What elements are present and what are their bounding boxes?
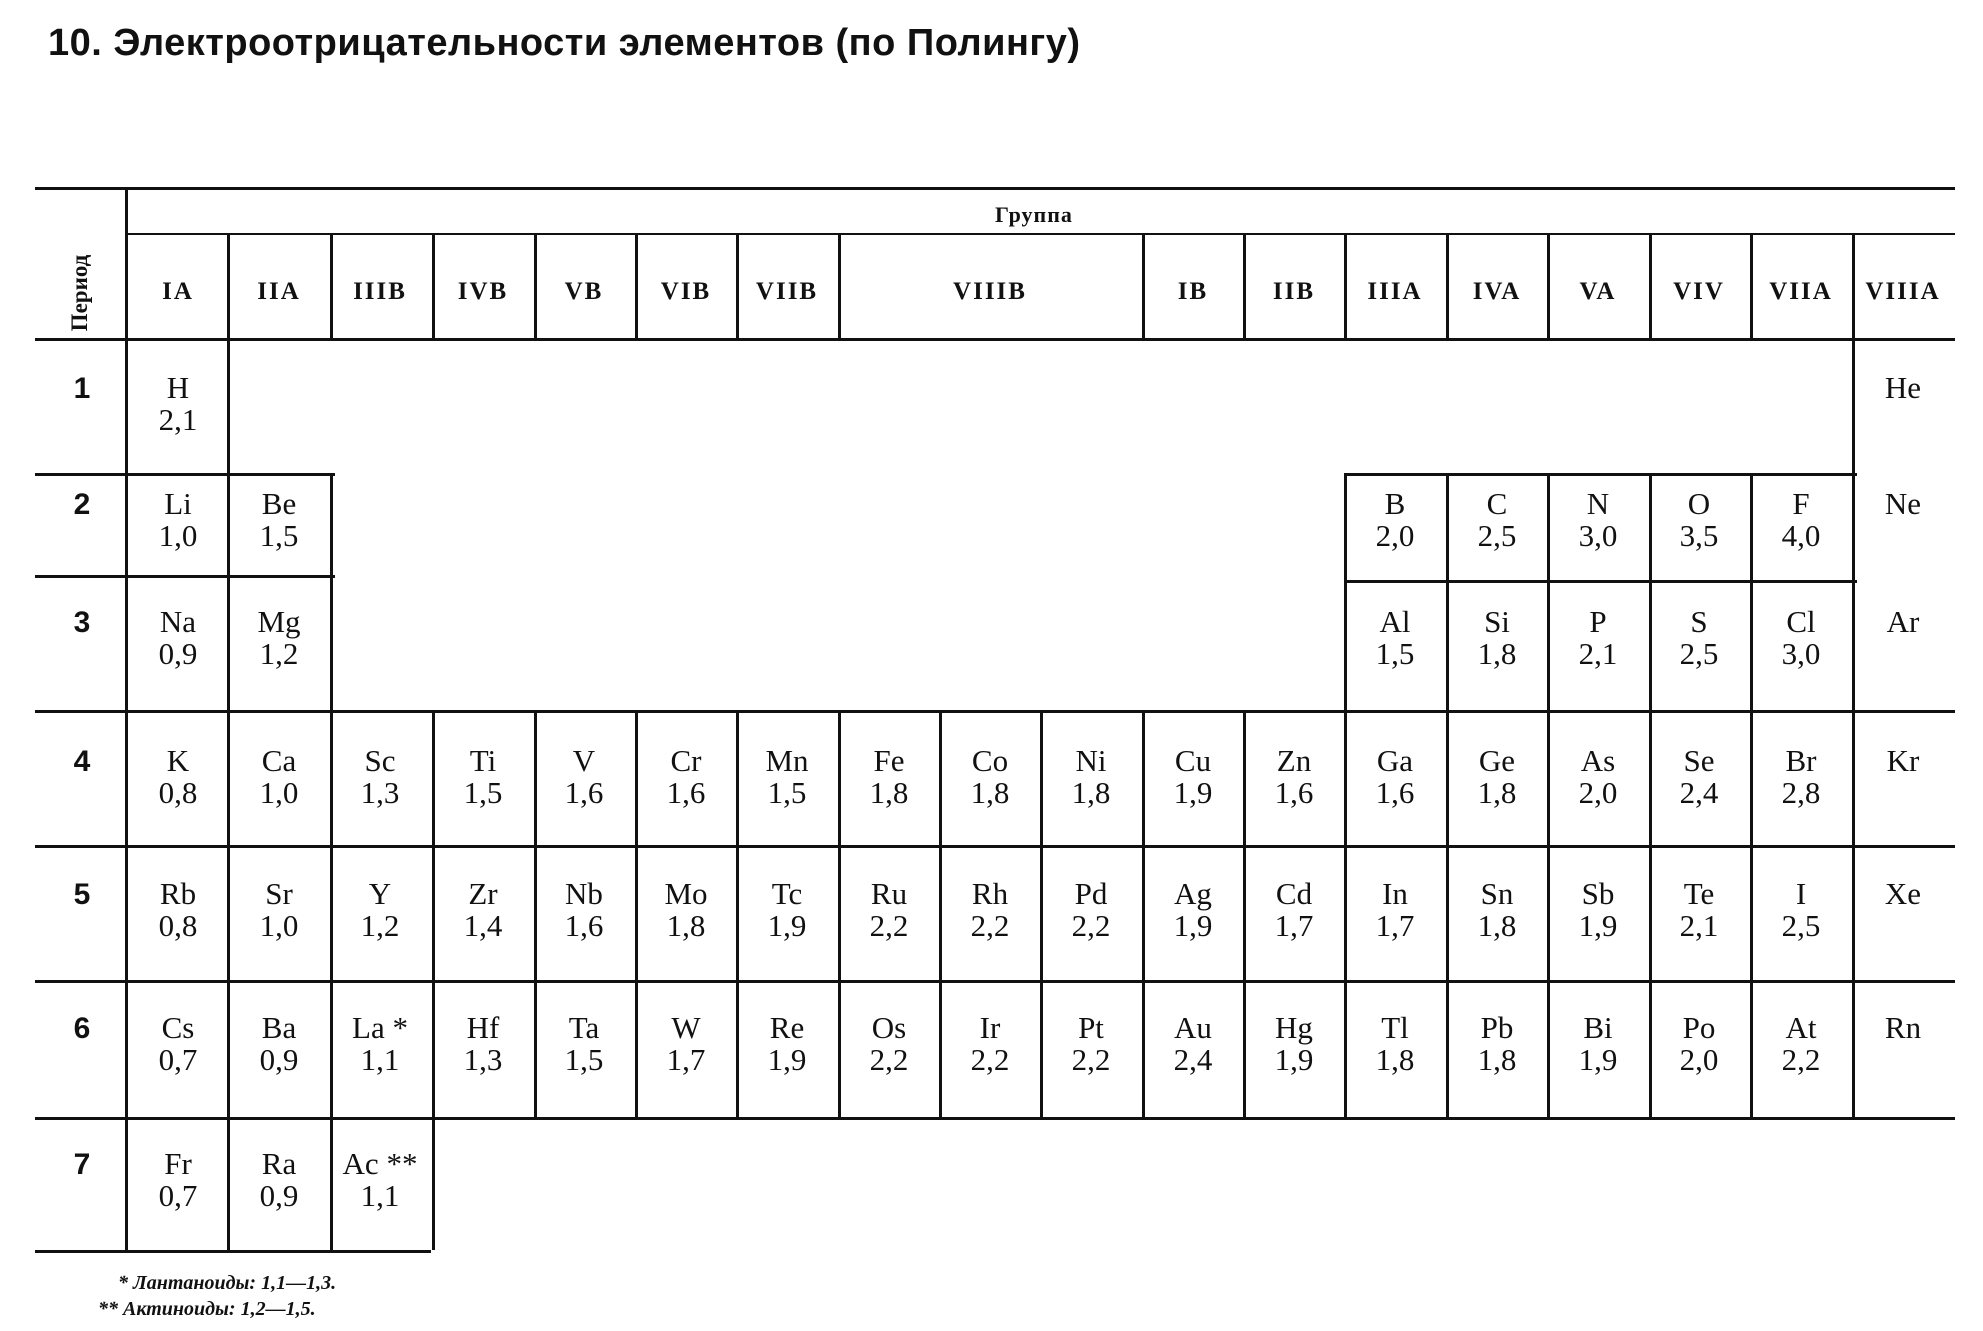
element-cell-si <box>1447 606 1547 670</box>
electronegativity-value: 1,4 <box>463 908 503 943</box>
element-symbol: Cs <box>161 1010 195 1045</box>
element-symbol: Cd <box>1275 876 1313 911</box>
element-symbol: Ne <box>1884 486 1922 521</box>
electronegativity-value: 2,4 <box>1173 1042 1213 1077</box>
electronegativity-value: 2,8 <box>1781 775 1821 810</box>
element-cell-ba <box>229 1012 329 1076</box>
element-cell-hf <box>433 1012 533 1076</box>
row2-bottom-left <box>35 575 335 578</box>
electronegativity-value: 2,5 <box>1477 518 1517 553</box>
row1-bottom-left <box>35 473 335 476</box>
electronegativity-value: 2,2 <box>970 908 1010 943</box>
element-symbol: Tc <box>771 876 803 911</box>
element-cell-ar <box>1853 606 1953 638</box>
element-cell-ru <box>839 878 939 942</box>
group-header-viiia: VIIIA <box>1865 278 1941 305</box>
element-symbol: Sr <box>265 876 293 911</box>
element-cell-na <box>128 606 228 670</box>
electronegativity-value: 1,0 <box>259 775 299 810</box>
electronegativity-value: 1,5 <box>767 775 807 810</box>
element-symbol: Ni <box>1075 743 1107 778</box>
element-symbol: Au <box>1174 1010 1212 1045</box>
element-cell-au <box>1143 1012 1243 1076</box>
element-cell-ti <box>433 745 533 809</box>
element-symbol: P <box>1589 604 1607 639</box>
electronegativity-value: 3,5 <box>1679 518 1719 553</box>
electronegativity-value: 1,7 <box>1375 908 1415 943</box>
electronegativity-value: 3,0 <box>1781 636 1821 671</box>
electronegativity-value: 1,6 <box>666 775 706 810</box>
element-symbol: Ir <box>979 1010 1001 1045</box>
element-symbol: Ba <box>261 1010 297 1045</box>
group-header-iva: IVA <box>1472 278 1522 305</box>
electronegativity-value: 1,5 <box>463 775 503 810</box>
electronegativity-value: 1,7 <box>1274 908 1314 943</box>
element-cell-y <box>330 878 430 942</box>
electronegativity-value: 1,2 <box>259 636 299 671</box>
element-symbol: Al <box>1379 604 1411 639</box>
electronegativity-value: 0,8 <box>158 775 198 810</box>
electronegativity-value: 1,1 <box>360 1042 400 1077</box>
element-symbol: Fe <box>873 743 905 778</box>
period-number-3: 3 <box>73 606 91 639</box>
element-symbol: Rn <box>1884 1010 1922 1045</box>
electronegativity-value: 0,9 <box>158 636 198 671</box>
table-top-line <box>35 187 1955 190</box>
row1-bottom-right <box>1345 473 1857 476</box>
electronegativity-value: 3,0 <box>1578 518 1618 553</box>
electronegativity-value: 1,9 <box>1173 908 1213 943</box>
element-cell-os <box>839 1012 939 1076</box>
row2-bottom-right <box>1345 580 1857 583</box>
element-cell-la <box>330 1012 430 1076</box>
electronegativity-value: 1,3 <box>360 775 400 810</box>
element-cell-ir <box>940 1012 1040 1076</box>
element-symbol: Li <box>164 486 192 521</box>
electronegativity-value: 1,3 <box>463 1042 503 1077</box>
element-symbol: B <box>1384 486 1406 521</box>
electronegativity-value: 2,2 <box>869 908 909 943</box>
element-cell-nb <box>534 878 634 942</box>
element-cell-kr <box>1853 745 1953 777</box>
electronegativity-value: 2,2 <box>970 1042 1010 1077</box>
electronegativity-value: 1,9 <box>1173 775 1213 810</box>
electronegativity-value: 2,2 <box>1071 908 1111 943</box>
row3-bottom-line <box>35 710 1955 713</box>
electronegativity-value: 2,0 <box>1578 775 1618 810</box>
group-header-iiib: IIIB <box>353 278 407 305</box>
element-cell-fe <box>839 745 939 809</box>
element-cell-v <box>534 745 634 809</box>
period-number-7: 7 <box>73 1148 91 1181</box>
element-symbol: Mn <box>765 743 809 778</box>
element-symbol: Ag <box>1174 876 1212 911</box>
element-symbol: In <box>1382 876 1408 911</box>
element-symbol: Hf <box>466 1010 500 1045</box>
element-symbol: V <box>572 743 596 778</box>
element-cell-zn <box>1244 745 1344 809</box>
period-number-5: 5 <box>73 878 91 911</box>
group-header-iib: IIB <box>1272 278 1316 305</box>
element-cell-sb <box>1548 878 1648 942</box>
element-symbol: Pt <box>1078 1010 1104 1045</box>
header-bottom-line <box>35 338 1955 341</box>
electronegativity-value: 1,6 <box>564 775 604 810</box>
element-symbol: K <box>166 743 190 778</box>
element-cell-te <box>1649 878 1749 942</box>
element-cell-at <box>1751 1012 1851 1076</box>
element-symbol: Ga <box>1376 743 1414 778</box>
element-cell-be <box>229 488 329 552</box>
element-symbol: S <box>1690 604 1708 639</box>
element-symbol: Zr <box>468 876 498 911</box>
element-symbol: Os <box>871 1010 907 1045</box>
element-symbol: Be <box>261 486 297 521</box>
element-cell-k <box>128 745 228 809</box>
period-number-1: 1 <box>73 372 91 405</box>
element-symbol: Ar <box>1886 604 1920 639</box>
period-number-4: 4 <box>73 745 91 778</box>
element-symbol: Co <box>971 743 1009 778</box>
electronegativity-value: 1,6 <box>1274 775 1314 810</box>
electronegativity-value: 1,9 <box>1578 1042 1618 1077</box>
element-symbol: F <box>1792 486 1810 521</box>
element-symbol: Kr <box>1886 743 1920 778</box>
element-symbol: Cl <box>1786 604 1816 639</box>
element-symbol: Tl <box>1381 1010 1409 1045</box>
electronegativity-value: 1,9 <box>767 1042 807 1077</box>
element-symbol: Re <box>769 1010 805 1045</box>
element-symbol: Po <box>1682 1010 1716 1045</box>
electronegativity-value: 1,8 <box>1477 908 1517 943</box>
element-symbol: Rb <box>159 876 197 911</box>
electronegativity-value: 2,5 <box>1679 636 1719 671</box>
element-cell-ta <box>534 1012 634 1076</box>
group-header-vib: VIB <box>660 278 712 305</box>
electronegativity-value: 2,0 <box>1375 518 1415 553</box>
element-symbol: Ca <box>261 743 297 778</box>
period-number-6: 6 <box>73 1012 91 1045</box>
electronegativity-value: 0,9 <box>259 1178 299 1213</box>
period-number-2: 2 <box>73 488 91 521</box>
electronegativity-value: 1,0 <box>158 518 198 553</box>
electronegativity-value: 1,8 <box>1071 775 1111 810</box>
electronegativity-value: 2,5 <box>1781 908 1821 943</box>
element-symbol: Se <box>1683 743 1715 778</box>
element-cell-ra <box>229 1148 329 1212</box>
element-symbol: Si <box>1484 604 1510 639</box>
group-header-viia: VIIA <box>1769 278 1833 305</box>
electronegativity-value: 2,2 <box>1071 1042 1111 1077</box>
element-cell-po <box>1649 1012 1749 1076</box>
element-symbol: Hg <box>1275 1010 1313 1045</box>
element-cell-zr <box>433 878 533 942</box>
electronegativity-value: 0,9 <box>259 1042 299 1077</box>
electronegativity-value: 2,2 <box>1781 1042 1821 1077</box>
element-cell-n <box>1548 488 1648 552</box>
element-cell-ge <box>1447 745 1547 809</box>
element-cell-cl <box>1751 606 1851 670</box>
group-header-iia: IIA <box>257 278 301 305</box>
period-label: Период <box>67 254 92 332</box>
electronegativity-value: 1,5 <box>1375 636 1415 671</box>
element-symbol: Nb <box>565 876 603 911</box>
group-header-iiia: IIIA <box>1367 278 1423 305</box>
element-cell-s <box>1649 606 1749 670</box>
element-cell-w <box>636 1012 736 1076</box>
element-cell-fr <box>128 1148 228 1212</box>
element-symbol: Mo <box>664 876 708 911</box>
element-symbol: He <box>1884 370 1922 405</box>
electronegativity-value: 1,9 <box>767 908 807 943</box>
group-header-vb: VB <box>564 278 604 305</box>
electronegativity-value: 4,0 <box>1781 518 1821 553</box>
element-symbol: Zn <box>1276 743 1312 778</box>
element-symbol: Sc <box>364 743 396 778</box>
element-symbol: Br <box>1785 743 1817 778</box>
element-cell-mn <box>737 745 837 809</box>
group-header-va: VA <box>1579 278 1617 305</box>
element-cell-sn <box>1447 878 1547 942</box>
electronegativity-value: 1,5 <box>259 518 299 553</box>
element-symbol: Fr <box>164 1146 192 1181</box>
electronegativity-value: 1,9 <box>1274 1042 1314 1077</box>
element-cell-he <box>1853 372 1953 404</box>
element-cell-pt <box>1041 1012 1141 1076</box>
element-symbol: La * <box>352 1010 408 1045</box>
element-cell-h <box>128 372 228 436</box>
footnote-lanthanoids: * Лантаноиды: 1,1—1,3. <box>118 1272 337 1294</box>
element-cell-tl <box>1345 1012 1445 1076</box>
element-symbol: H <box>166 370 190 405</box>
electronegativity-value: 1,8 <box>1477 636 1517 671</box>
element-cell-re <box>737 1012 837 1076</box>
element-cell-br <box>1751 745 1851 809</box>
element-cell-as <box>1548 745 1648 809</box>
element-symbol: Na <box>159 604 197 639</box>
electronegativity-value: 1,8 <box>666 908 706 943</box>
electronegativity-value: 1,0 <box>259 908 299 943</box>
electronegativity-value: 0,7 <box>158 1042 198 1077</box>
element-symbol: Rh <box>971 876 1009 911</box>
element-symbol: Pd <box>1074 876 1108 911</box>
period-column-line <box>125 187 128 1250</box>
element-cell-cd <box>1244 878 1344 942</box>
element-cell-p <box>1548 606 1648 670</box>
element-cell-rb <box>128 878 228 942</box>
element-cell-se <box>1649 745 1749 809</box>
element-symbol: O <box>1687 486 1711 521</box>
element-cell-cs <box>128 1012 228 1076</box>
electronegativity-value: 1,8 <box>970 775 1010 810</box>
electronegativity-value: 1,8 <box>1375 1042 1415 1077</box>
element-cell-xe <box>1853 878 1953 910</box>
element-cell-c <box>1447 488 1547 552</box>
electronegativity-value: 2,2 <box>869 1042 909 1077</box>
element-symbol: Bi <box>1583 1010 1613 1045</box>
electronegativity-value: 1,8 <box>1477 775 1517 810</box>
element-symbol: Ac ** <box>342 1146 418 1181</box>
element-cell-ac <box>330 1148 430 1212</box>
element-cell-ag <box>1143 878 1243 942</box>
element-symbol: Sb <box>1581 876 1615 911</box>
electronegativity-value: 2,4 <box>1679 775 1719 810</box>
element-symbol: Cu <box>1174 743 1212 778</box>
group-header-viib: VIIB <box>755 278 819 305</box>
electronegativity-value: 0,7 <box>158 1178 198 1213</box>
electronegativity-value: 1,6 <box>564 908 604 943</box>
electronegativity-value: 2,1 <box>1578 636 1618 671</box>
element-symbol: Xe <box>1884 876 1922 911</box>
group-header-viiib: VIIIB <box>953 278 1027 305</box>
electronegativity-value: 1,2 <box>360 908 400 943</box>
element-symbol: Ra <box>261 1146 297 1181</box>
element-cell-pd <box>1041 878 1141 942</box>
element-cell-i <box>1751 878 1851 942</box>
element-symbol: Y <box>368 876 392 911</box>
element-symbol: W <box>671 1010 701 1045</box>
element-symbol: C <box>1486 486 1508 521</box>
element-symbol: As <box>1580 743 1616 778</box>
electronegativity-value: 1,8 <box>1477 1042 1517 1077</box>
element-cell-mg <box>229 606 329 670</box>
element-symbol: Pb <box>1480 1010 1514 1045</box>
electronegativity-value: 2,1 <box>1679 908 1719 943</box>
element-symbol: Cr <box>670 743 702 778</box>
element-cell-ne <box>1853 488 1953 520</box>
element-cell-b <box>1345 488 1445 552</box>
element-cell-ni <box>1041 745 1141 809</box>
element-cell-bi <box>1548 1012 1648 1076</box>
element-symbol: I <box>1795 876 1807 911</box>
page-title: 10. Электроотрицательности элементов (по Полингу) <box>48 22 1081 64</box>
element-cell-sr <box>229 878 329 942</box>
element-cell-hg <box>1244 1012 1344 1076</box>
element-cell-sc <box>330 745 430 809</box>
electronegativity-value: 1,9 <box>1578 908 1618 943</box>
element-symbol: Te <box>1683 876 1715 911</box>
row6-bottom-line <box>35 1117 1955 1120</box>
element-cell-cu <box>1143 745 1243 809</box>
element-cell-rn <box>1853 1012 1953 1044</box>
iia-right-rows <box>330 473 333 1250</box>
electronegativity-value: 1,7 <box>666 1042 706 1077</box>
element-symbol: N <box>1586 486 1610 521</box>
element-cell-f <box>1751 488 1851 552</box>
group-header-viv: VIV <box>1673 278 1725 305</box>
electronegativity-value: 0,8 <box>158 908 198 943</box>
electronegativity-value: 1,1 <box>360 1178 400 1213</box>
row4-bottom-line <box>35 845 1955 848</box>
electronegativity-value: 1,6 <box>1375 775 1415 810</box>
group-label-line <box>128 233 1955 235</box>
element-symbol: Ta <box>568 1010 600 1045</box>
element-cell-tc <box>737 878 837 942</box>
row7-bottom-line <box>35 1250 431 1253</box>
electronegativity-value: 2,0 <box>1679 1042 1719 1077</box>
element-cell-ga <box>1345 745 1445 809</box>
electronegativity-value: 1,5 <box>564 1042 604 1077</box>
electronegativity-value: 2,1 <box>158 402 198 437</box>
element-symbol: At <box>1785 1010 1817 1045</box>
group-header-ivb: IVB <box>457 278 509 305</box>
element-cell-li <box>128 488 228 552</box>
element-cell-rh <box>940 878 1040 942</box>
element-symbol: Sn <box>1480 876 1514 911</box>
element-cell-co <box>940 745 1040 809</box>
group-header-ia: IA <box>162 278 194 305</box>
group-header-ib: IB <box>1177 278 1209 305</box>
element-symbol: Ru <box>870 876 908 911</box>
electronegativity-value: 1,8 <box>869 775 909 810</box>
group-label: Группа <box>995 202 1073 227</box>
element-cell-o <box>1649 488 1749 552</box>
element-symbol: Ge <box>1478 743 1516 778</box>
row5-bottom-line <box>35 980 1955 983</box>
element-cell-pb <box>1447 1012 1547 1076</box>
footnote-actinoids: ** Актиноиды: 1,2—1,5. <box>98 1298 316 1320</box>
element-symbol: Ti <box>469 743 497 778</box>
element-cell-cr <box>636 745 736 809</box>
element-cell-in <box>1345 878 1445 942</box>
viia-right-line <box>1852 233 1855 1117</box>
element-cell-al <box>1345 606 1445 670</box>
element-cell-ca <box>229 745 329 809</box>
element-symbol: Mg <box>257 604 301 639</box>
element-cell-mo <box>636 878 736 942</box>
